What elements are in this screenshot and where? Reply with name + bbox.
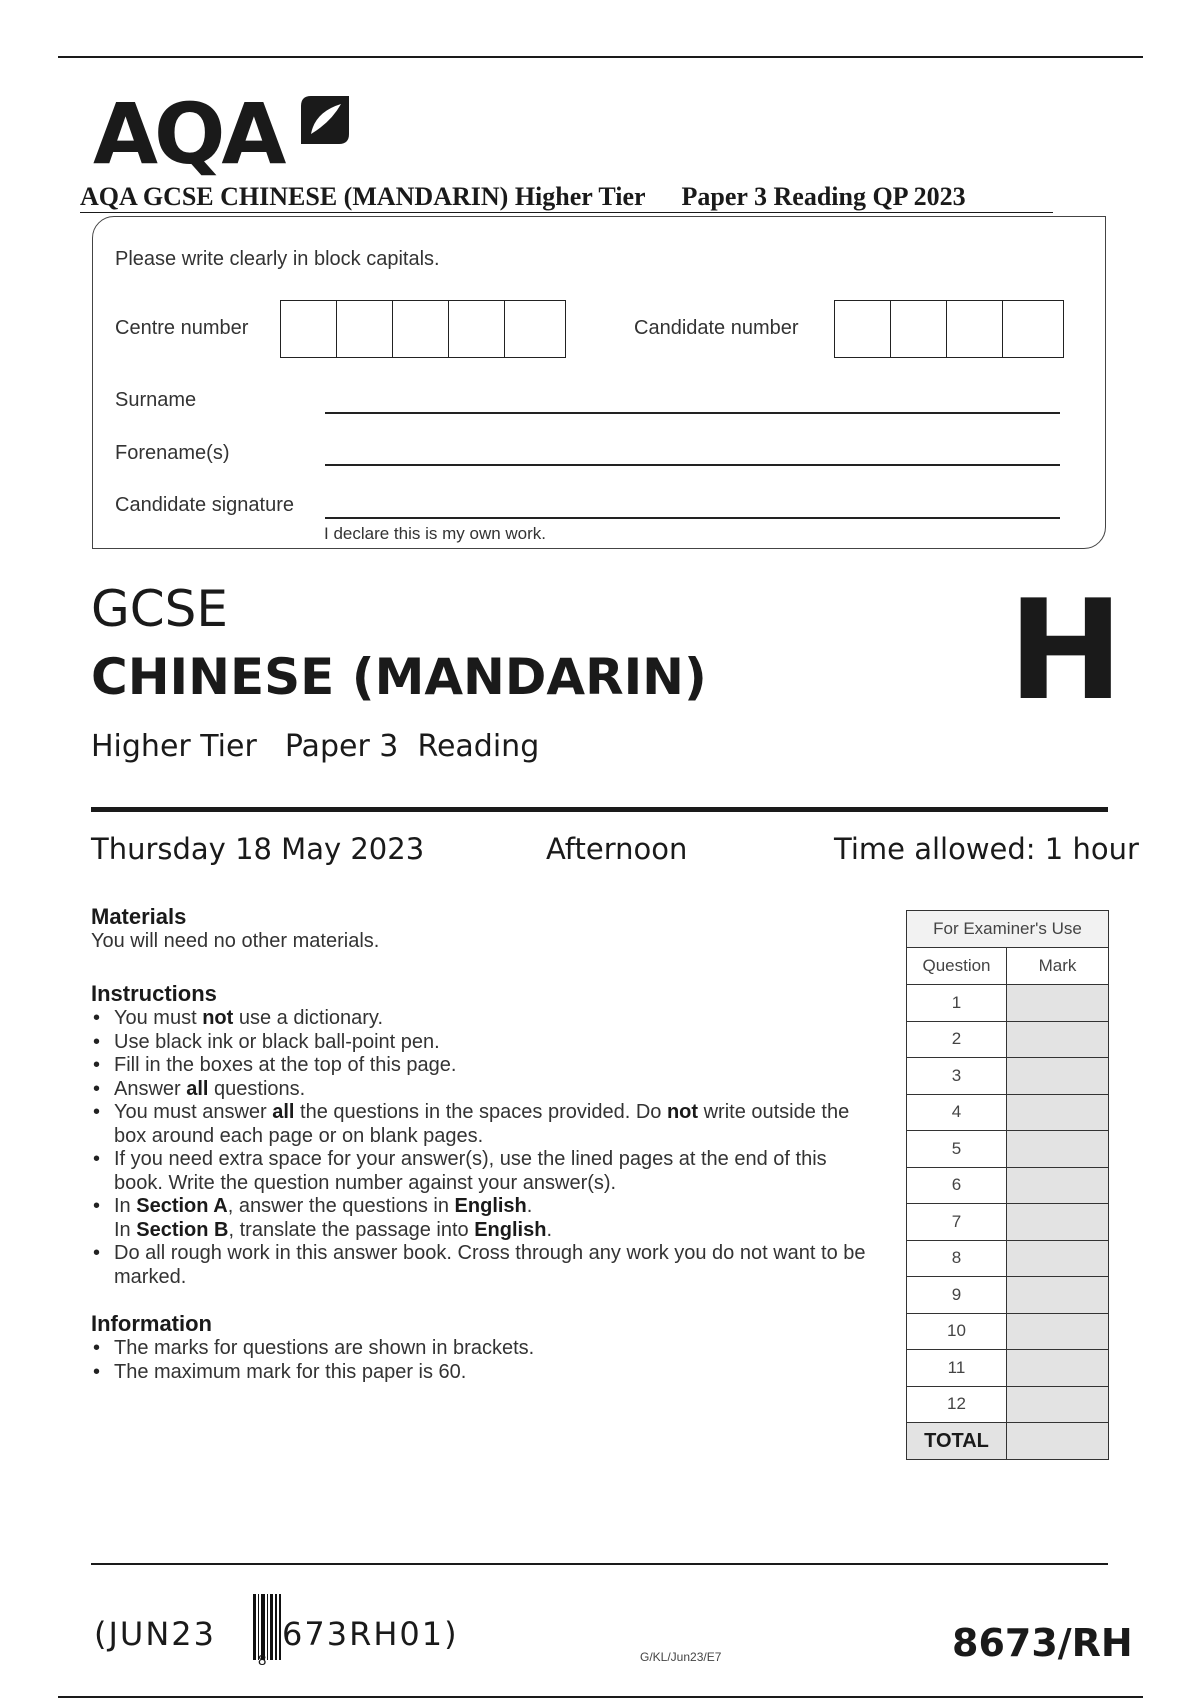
question-number: 3	[907, 1058, 1007, 1095]
question-number: 4	[907, 1094, 1007, 1131]
question-number: 5	[907, 1131, 1007, 1168]
question-number: 8	[907, 1240, 1007, 1277]
instruction-item: • Answer all questions.	[91, 1078, 881, 1102]
aqa-logo: AQA	[93, 85, 283, 183]
table-row	[907, 985, 1109, 1022]
mark-cell[interactable]	[1007, 1094, 1109, 1131]
forenames-label: Forename(s)	[115, 442, 230, 464]
mark-cell[interactable]	[1007, 1350, 1109, 1387]
reference-code: G/KL/Jun23/E7	[640, 1650, 722, 1664]
mark-cell[interactable]	[1007, 1167, 1109, 1204]
bottom-rule	[58, 1696, 1143, 1698]
examiner-table-title: For Examiner's Use	[907, 911, 1109, 948]
exam-date: Thursday 18 May 2023	[91, 832, 425, 866]
centre-number-boxes[interactable]	[280, 300, 566, 358]
section-divider	[91, 807, 1108, 812]
mark-cell[interactable]	[1007, 1240, 1109, 1277]
barcode-text-right: 673RH01)	[282, 1615, 459, 1653]
materials-text: You will need no other materials.	[91, 930, 380, 952]
instruction-item: • Use black ink or black ball-point pen.	[91, 1031, 881, 1055]
barcode-digit: 8	[258, 1652, 267, 1669]
surname-label: Surname	[115, 389, 197, 411]
header-title	[80, 180, 966, 214]
instruction-item: • You must answer all the questions in the spaces provided. Do not write outside the box around each page or on blank pages.	[91, 1101, 881, 1148]
mark-cell[interactable]	[1007, 1386, 1109, 1423]
barcode-icon	[253, 1594, 281, 1660]
candidate-number-box[interactable]	[835, 301, 891, 357]
barcode-text-left: (JUN23	[94, 1615, 216, 1653]
table-row	[907, 1167, 1109, 1204]
information-list	[91, 1337, 881, 1384]
paper-code: 8673/RH	[952, 1621, 1133, 1665]
candidate-number-boxes[interactable]	[834, 300, 1064, 358]
question-number: 11	[907, 1350, 1007, 1387]
table-row	[907, 1240, 1109, 1277]
centre-number-label: Centre number	[115, 317, 249, 339]
exam-session: Afternoon	[546, 832, 688, 866]
header-title-right: Paper 3 Reading QP 2023	[681, 182, 966, 211]
total-row	[907, 1423, 1109, 1460]
subject-title: CHINESE (MANDARIN)	[91, 648, 707, 706]
header-underline	[80, 212, 1053, 213]
tier-text: Higher Tier	[91, 729, 257, 764]
instruction-item: • Do all rough work in this answer book. Cross through any work you do not want to be marked.	[91, 1242, 881, 1289]
mark-cell[interactable]	[1007, 1021, 1109, 1058]
instructions-heading: Instructions	[91, 981, 217, 1006]
signature-label: Candidate signature	[115, 494, 295, 516]
footer-rule	[91, 1563, 1108, 1565]
materials-heading: Materials	[91, 904, 187, 929]
centre-number-box[interactable]	[393, 301, 449, 357]
instruction-item: • In Section A, answer the questions in English. In Section B, translate the passage into English.	[91, 1195, 881, 1242]
table-row	[907, 1277, 1109, 1314]
question-number: 7	[907, 1204, 1007, 1241]
table-row	[907, 1094, 1109, 1131]
centre-number-box[interactable]	[337, 301, 393, 357]
question-number: 12	[907, 1386, 1007, 1423]
candidate-number-box[interactable]	[1003, 301, 1059, 357]
table-row	[907, 1021, 1109, 1058]
materials-section	[91, 904, 881, 953]
table-row	[907, 1204, 1109, 1241]
centre-number-box[interactable]	[281, 301, 337, 357]
question-column-header: Question	[907, 948, 1007, 985]
information-item: • The maximum mark for this paper is 60.	[91, 1361, 881, 1385]
candidate-number-box[interactable]	[947, 301, 1003, 357]
question-number: 9	[907, 1277, 1007, 1314]
question-number: 10	[907, 1313, 1007, 1350]
table-row	[907, 1131, 1109, 1168]
mark-cell[interactable]	[1007, 1277, 1109, 1314]
mark-cell[interactable]	[1007, 1131, 1109, 1168]
mark-cell[interactable]	[1007, 1058, 1109, 1095]
top-rule	[58, 56, 1143, 58]
centre-number-box[interactable]	[449, 301, 505, 357]
aqa-leaf-icon	[297, 92, 353, 148]
table-row	[907, 1350, 1109, 1387]
question-number: 2	[907, 1021, 1007, 1058]
time-allowed: Time allowed: 1 hour	[834, 832, 1139, 866]
forenames-field[interactable]	[325, 464, 1060, 466]
mark-cell[interactable]	[1007, 1204, 1109, 1241]
instructions-section	[91, 981, 881, 1289]
instruction-item: • If you need extra space for your answer(s), use the lined pages at the end of this book. Write the question number against your answer(s).	[91, 1148, 881, 1195]
question-number: 1	[907, 985, 1007, 1022]
tier-letter: H	[1008, 570, 1124, 731]
candidate-number-box[interactable]	[891, 301, 947, 357]
total-label: TOTAL	[907, 1423, 1007, 1460]
table-row	[907, 1058, 1109, 1095]
total-mark-cell[interactable]	[1007, 1423, 1109, 1460]
examiner-use-table	[906, 910, 1109, 1460]
centre-number-box[interactable]	[505, 301, 561, 357]
mark-cell[interactable]	[1007, 985, 1109, 1022]
instruction-item: • You must not use a dictionary.	[91, 1007, 881, 1031]
paper-name: Paper 3 Reading	[284, 729, 540, 764]
qualification-title: GCSE	[91, 580, 228, 638]
table-row	[907, 1386, 1109, 1423]
information-section	[91, 1311, 881, 1384]
instructions-list	[91, 1007, 881, 1289]
mark-column-header: Mark	[1007, 948, 1109, 985]
instruction-item: • Fill in the boxes at the top of this page.	[91, 1054, 881, 1078]
mark-cell[interactable]	[1007, 1313, 1109, 1350]
surname-field[interactable]	[325, 412, 1060, 414]
table-row	[907, 1313, 1109, 1350]
information-heading: Information	[91, 1311, 212, 1336]
information-item: • The marks for questions are shown in brackets.	[91, 1337, 881, 1361]
question-number: 6	[907, 1167, 1007, 1204]
candidate-number-label: Candidate number	[634, 317, 799, 339]
signature-field[interactable]	[325, 517, 1060, 519]
header-title-left: AQA GCSE CHINESE (MANDARIN) Higher Tier	[80, 182, 646, 211]
tier-paper-line	[91, 729, 540, 764]
form-instruction: Please write clearly in block capitals.	[115, 248, 440, 270]
declaration-text: I declare this is my own work.	[324, 524, 547, 543]
